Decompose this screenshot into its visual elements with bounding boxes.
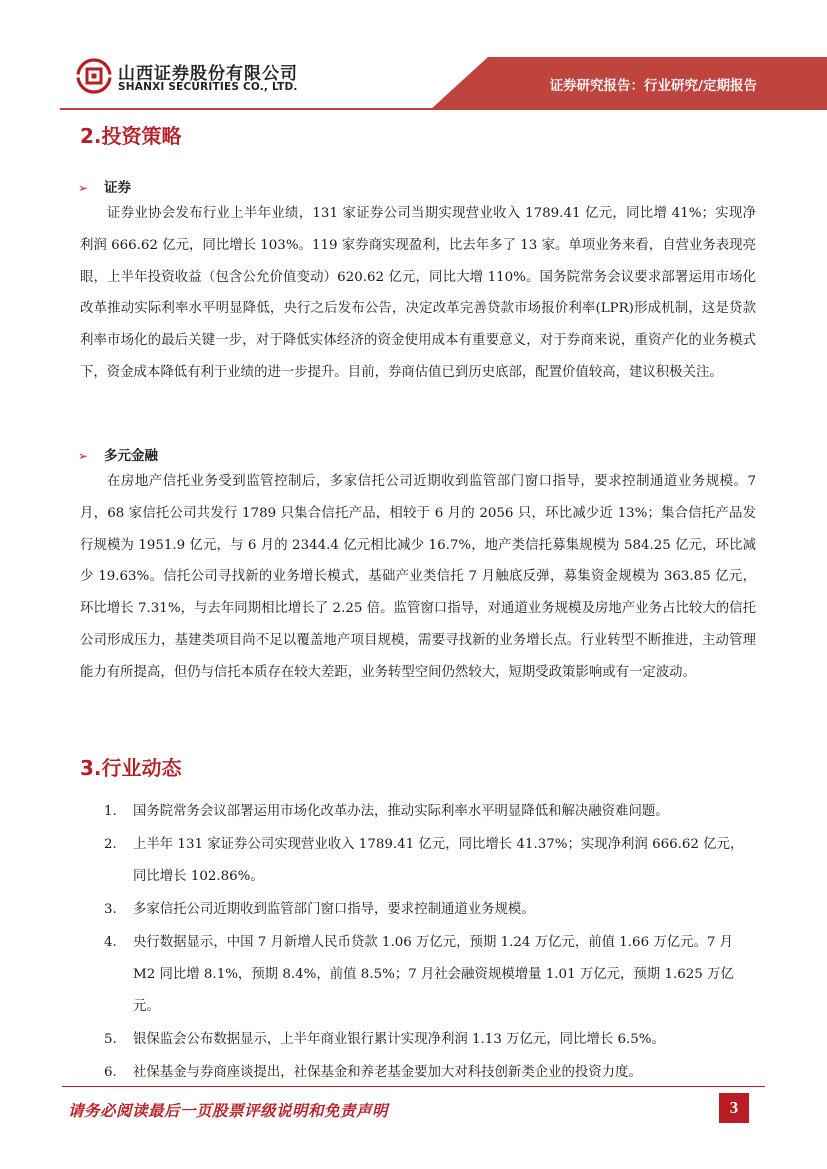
page-number: 3	[719, 1093, 749, 1123]
list-item: 1. 国务院常务会议部署运用市场化改革办法，推动实际利率水平明显降低和解决融资难问题。	[104, 804, 669, 819]
subsection-label: 多元金融	[104, 448, 158, 464]
company-name-cn: 山西证券股份有限公司	[118, 64, 298, 84]
list-item: 4. 央行数据显示，中国 7 月新增人民币贷款 1.06 万亿元，预期 1.24 万亿元，前值 1.66 万亿元。7 月 M2 同比增 8.1%，预期 8.4%，前值 8.5%；7 月社会融资规模增量 1.01 万亿元，预期 1.625 万亿元。	[104, 935, 734, 1014]
report-type-label: 证券研究报告：行业研究/定期报告	[549, 78, 757, 94]
list-item: 3. 多家信托公司近期收到监管部门窗口指导，要求控制通道业务规模。	[104, 902, 535, 917]
industry-news-list	[80, 796, 756, 1090]
arrow-bullet-icon: ➢	[78, 449, 89, 463]
page-header	[0, 0, 827, 110]
section-title-industry-news: 3.行业动态	[80, 756, 182, 780]
section-title-investment-strategy: 2.投资策略	[80, 124, 182, 148]
list-item: 2. 上半年 131 家证券公司实现营业收入 1789.41 亿元，同比增长 41.37%；实现净利润 666.62 亿元，同比增长 102.86%。	[104, 837, 744, 884]
company-name-en: SHANXI SECURITIES CO., LTD.	[118, 81, 298, 93]
list-item: 5. 银保监会公布数据显示，上半年商业银行累计实现净利润 1.13 万亿元，同比增长 6.5%。	[104, 1032, 665, 1047]
diversified-finance-paragraph: 在房地产信托业务受到监管控制后，多家信托公司近期收到监管部门窗口指导，要求控制通道业务规模。7 月，68 家信托公司共发行 1789 只集合信托产品，相较于 6 月的 2056 只，环比减少近 13%；集合信托产品发行规模为 1951.9 亿元，与 6 月的 2344.4 亿元相比减少 16.7%，地产类信托募集规模为 584.25 亿元，环比减少 19.63%。信托公司寻找新的业务增长模式，基础产业类信托 7 月触底反弹，募集资金规模为 363.85 亿元，环比增长 7.31%，与去年同期相比增长了 2.25 倍。监管窗口指导，对通道业务规模及房地产业务占比较大的信托公司形成压力，基建类项目尚不足以覆盖地产项目规模，需要寻找新的业务增长点。行业转型不断推进，主动管理能力有所提高，但仍与信托本质存在较大差距，业务转型空间仍然较大，短期受政策影响或有一定波动。	[80, 474, 756, 680]
company-logo-icon	[76, 58, 112, 94]
subsection-title-diversified-finance	[78, 444, 158, 464]
subsection-title-securities	[78, 176, 131, 196]
list-item: 6. 社保基金与券商座谈提出，社保基金和养老基金要加大对科技创新类企业的投资力度。	[104, 1065, 642, 1080]
securities-paragraph: 证券业协会发布行业上半年业绩，131 家证券公司当期实现营业收入 1789.41 亿元，同比增 41%；实现净利润 666.62 亿元，同比增长 103%。119 家券商实现盈利，比去年多了 13 家。单项业务来看，自营业务表现亮眼，上半年投资收益（包含公允价值变动）620.62 亿元，同比大增 110%。国务院常务会议要求部署运用市场化改革推动实际利率水平明显降低，央行之后发布公告，决定改革完善贷款市场报价利率(LPR)形成机制，这是贷款利率市场化的最后关键一步，对于降低实体经济的资金使用成本有重要意义，对于券商来说，重资产化的业务模式下，资金成本降低有利于业绩的进一步提升。目前，券商估值已到历史底部，配置价值较高，建议积极关注。	[80, 206, 756, 380]
footer-divider	[62, 1086, 765, 1087]
arrow-bullet-icon: ➢	[78, 181, 89, 195]
subsection-label: 证券	[104, 180, 131, 196]
footer-disclaimer: 请务必阅读最后一页股票评级说明和免责声明	[68, 1101, 389, 1120]
